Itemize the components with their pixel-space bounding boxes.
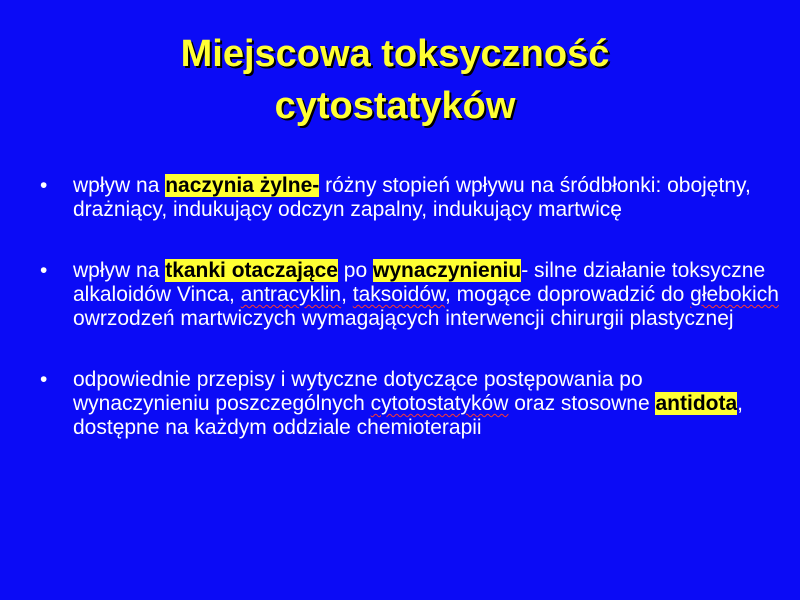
spellcheck-word: taksoidów (352, 283, 446, 306)
spellcheck-word: antracyklin (240, 283, 342, 306)
bullet-text: wpływ na (73, 259, 166, 282)
bullet-text: po (337, 259, 373, 282)
bullet-text: odpowiednie przepisy i wytyczne dotyczące postępowania po wynaczynieniu poszczególnych (73, 368, 643, 415)
bullet-text: oraz stosowne (508, 392, 656, 415)
slide-title-line-2: cytostatyków (274, 85, 516, 127)
bullet-text: różny stopień wpływu na śródbłonki: obojętny, drażniący, indukujący odczyn zapalny, indukujący martwicę (73, 174, 751, 221)
bullet-text: , dostępne na każdym oddziale chemioterapii (73, 392, 743, 439)
highlighted-term: naczynia żylne- (165, 174, 320, 197)
bullet-text: , (341, 283, 353, 306)
bullet-dot-icon: • (40, 259, 48, 282)
slide-title-line-1: Miejscowa toksyczność (180, 33, 610, 75)
bullet-dot-icon: • (40, 174, 48, 197)
bullet-item-tissue (40, 259, 780, 331)
highlighted-term: wynaczynieniu (373, 259, 522, 282)
highlighted-term: tkanki otaczające (165, 259, 338, 282)
slide-title (0, 28, 790, 132)
bullet-dot-icon: • (40, 368, 48, 391)
bullet-text: wpływ na (73, 174, 166, 197)
spellcheck-word: głebokich (690, 283, 779, 306)
highlighted-term: antidota (655, 392, 738, 415)
bullet-item-venous (40, 174, 780, 222)
bullet-item-guidelines (40, 368, 780, 440)
bullet-text: , mogące doprowadzić do (445, 283, 691, 306)
spellcheck-word: cytotostatyków (370, 392, 509, 415)
bullet-text: owrzodzeń martwiczych wymagających interwencji chirurgii plastycznej (73, 307, 734, 330)
bullet-list (40, 174, 780, 440)
bullet-text: - silne działanie toksyczne alkaloidów Vinca, (73, 259, 766, 306)
